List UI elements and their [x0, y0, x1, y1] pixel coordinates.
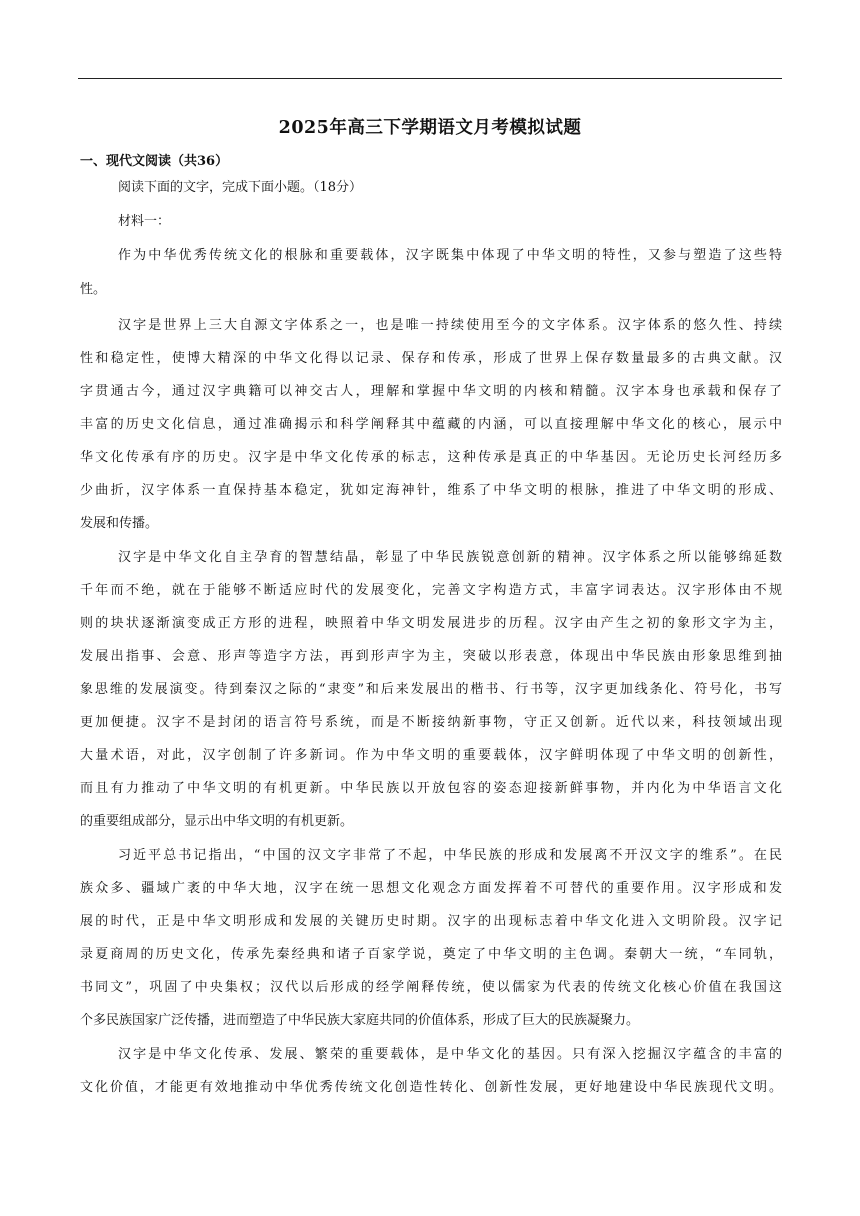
- paragraph-line: 大量术语，对此，汉字创制了许多新词。作为中华文明的重要载体，汉字鲜明体现了中华文明的创新性，: [80, 748, 782, 763]
- header-rule: [78, 78, 782, 79]
- paragraph-line: 个多民族国家广泛传播，进而塑造了中华民族大家庭共同的价值体系，形成了巨大的民族凝聚力。: [80, 1013, 640, 1028]
- paragraph-line: 而且有力推动了中华文明的有机更新。中华民族以开放包容的姿态迎接新鲜事物，并内化为中华语言文化: [80, 781, 782, 796]
- instruction-text: 阅读下面的文字，完成下面小题。（18分）: [118, 180, 363, 195]
- paragraph-line: 性。: [80, 282, 107, 297]
- paragraph-line: 汉字是中华文化自主孕育的智慧结晶，彰显了中华民族锐意创新的精神。汉字体系之所以能够绵延数: [118, 550, 782, 565]
- paragraph-line: 发展出指事、会意、形声等造字方法，再到形声字为主，突破以形表意，体现出中华民族由形象思维到抽: [80, 649, 782, 664]
- paragraph-line: 发展和传播。: [80, 516, 159, 531]
- paragraph-line: 录夏商周的历史文化，传承先秦经典和诸子百家学说，奠定了中华文明的主色调。秦朝大一统，“车同轨，: [80, 947, 782, 962]
- paragraph-line: 书同文”，巩固了中央集权；汉代以后形成的经学阐释传统，使以儒家为代表的传统文化核心价值在我国这: [80, 980, 782, 995]
- paragraph-line: 象思维的发展演变。待到秦汉之际的“隶变”和后来发展出的楷书、行书等，汉字更加线条化、符号化，书写: [80, 682, 782, 697]
- paragraph-line: 性和稳定性，使博大精深的中华文化得以记录、保存和传承，形成了世界上保存数量最多的古典文献。汉: [80, 351, 782, 366]
- material-label: 材料一：: [118, 214, 171, 229]
- paragraph-line: 丰富的历史文化信息，通过准确揭示和科学阐释其中蕴藏的内涵，可以直接理解中华文化的核心，展示中: [80, 417, 782, 432]
- paragraph-line: 少曲折，汉字体系一直保持基本稳定，犹如定海神针，维系了中华文明的根脉，推进了中华文明的形成、: [80, 483, 782, 498]
- paragraph-line: 字贯通古今，通过汉字典籍可以神交古人，理解和掌握中华文明的内核和精髓。汉字本身也承载和保存了: [80, 384, 782, 399]
- paragraph-line: 的重要组成部分，显示出中华文明的有机更新。: [80, 814, 354, 829]
- paragraph-line: 展的时代，正是中华文明形成和发展的关键历史时期。汉字的出现标志着中华文化进入文明阶段。汉字记: [80, 914, 782, 929]
- paragraph-line: 汉字是世界上三大自源文字体系之一，也是唯一持续使用至今的文字体系。汉字体系的悠久性、持续: [118, 318, 782, 333]
- paragraph-line: 汉字是中华文化传承、发展、繁荣的重要载体，是中华文化的基因。只有深入挖掘汉字蕴含的丰富的: [118, 1047, 782, 1062]
- paragraph-line: 千年而不绝，就在于能够不断适应时代的发展变化，完善文字构造方式，丰富字词表达。汉字形体由不规: [80, 583, 782, 598]
- paragraph-line: 族众多、疆域广袤的中华大地，汉字在统一思想文化观念方面发挥着不可替代的重要作用。汉字形成和发: [80, 881, 782, 896]
- paragraph-line: 作为中华优秀传统文化的根脉和重要载体，汉字既集中体现了中华文明的特性，又参与塑造了这些特: [118, 248, 782, 263]
- paragraph-line: 更加便捷。汉字不是封闭的语言符号系统，而是不断接纳新事物，守正又创新。近代以来，科技领域出现: [80, 715, 782, 730]
- paragraph-line: 则的块状逐渐演变成正方形的进程，映照着中华文明发展进步的历程。汉字由产生之初的象形文字为主，: [80, 616, 782, 631]
- page-title: 2025年高三下学期语文月考模拟试题: [278, 118, 582, 138]
- paragraph-line: 文化价值，才能更有效地推动中华优秀传统文化创造性转化、创新性发展，更好地建设中华民族现代文明。: [80, 1080, 782, 1095]
- section-heading: 一、现代文阅读（共36）: [80, 154, 229, 169]
- paragraph-line: 习近平总书记指出，“中国的汉文字非常了不起，中华民族的形成和发展离不开汉文字的维系”。在民: [118, 848, 782, 863]
- paragraph-line: 华文化传承有序的历史。汉字是中华文化传承的标志，这种传承是真正的中华基因。无论历史长河经历多: [80, 450, 782, 465]
